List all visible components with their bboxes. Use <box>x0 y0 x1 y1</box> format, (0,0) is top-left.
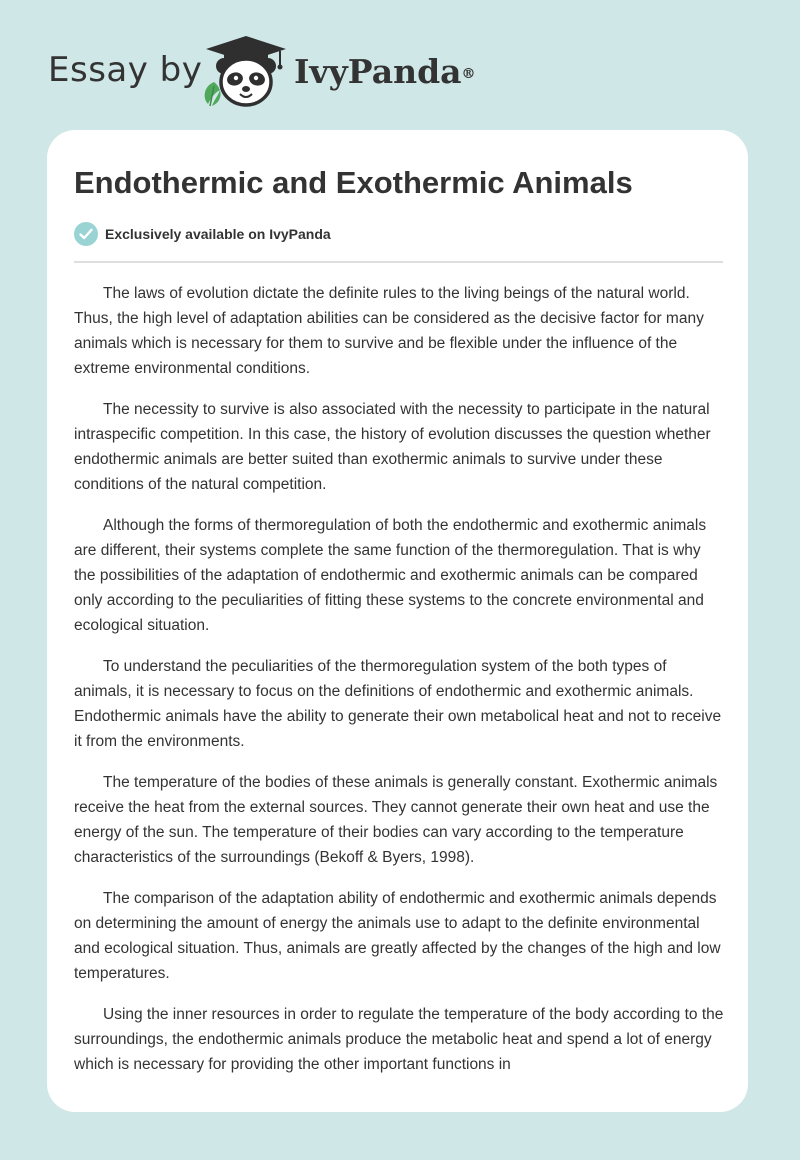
panda-graduate-logo-icon[interactable] <box>200 34 292 110</box>
registered-mark: ® <box>461 66 476 82</box>
badge-text: Exclusively available on IvyPanda <box>105 226 331 242</box>
paragraph: Although the forms of thermoregulation of both the endothermic and exothermic animals are different, their systems complete the same function of the thermoregulation. That is why the possibilities of the adaptation of endothermic and exothermic animals can be compared only according to the peculiarities of fitting these systems to the concrete environmental and ecological situation. <box>74 517 707 634</box>
divider <box>74 261 723 263</box>
brand-name[interactable] <box>294 52 476 92</box>
essay-body <box>74 281 724 1093</box>
paragraph: The comparison of the adaptation ability of endothermic and exothermic animals depends on determining the amount of energy the animals use to adapt to the definite environmental and ecological situation. Thus, animals are greatly affected by the changes of the high and low temperatures. <box>74 890 721 982</box>
check-icon <box>74 222 98 246</box>
brand-name-text: IvyPanda <box>294 52 462 91</box>
exclusive-badge <box>74 222 331 246</box>
page-title: Endothermic and Exothermic Animals <box>74 165 633 200</box>
paragraph: The necessity to survive is also associated with the necessity to participate in the natural intraspecific competition. In this case, the history of evolution discusses the question whether endothermic animals are better suited than exothermic animals to survive under these conditions of the natural competition. <box>74 401 711 493</box>
paragraph: The laws of evolution dictate the definite rules to the living beings of the natural world. Thus, the high level of adaptation abilities can be considered as the decisive factor for many animals which is necessary for them to survive and be flexible under the influence of the extreme environmental conditions. <box>74 285 704 377</box>
paragraph: To understand the peculiarities of the thermoregulation system of the both types of animals, it is necessary to focus on the definitions of endothermic and exothermic animals. Endothermic animals have the ability to generate their own metabolical heat and not to receive it from the environments. <box>74 658 722 750</box>
paragraph: Using the inner resources in order to regulate the temperature of the body according to the surroundings, the endothermic animals produce the metabolic heat and spend a lot of energy which is necessary for providing the other important functions in <box>74 1006 724 1073</box>
essay-card <box>47 130 748 1112</box>
brand-prefix: Essay by <box>48 50 203 90</box>
site-header <box>0 0 800 130</box>
paragraph: The temperature of the bodies of these animals is generally constant. Exothermic animals receive the heat from the external sources. They cannot generate their own heat and use the energy of the sun. The temperature of their bodies can vary according to the temperature characteristics of the surroundings (Bekoff & Byers, 1998). <box>74 774 718 866</box>
